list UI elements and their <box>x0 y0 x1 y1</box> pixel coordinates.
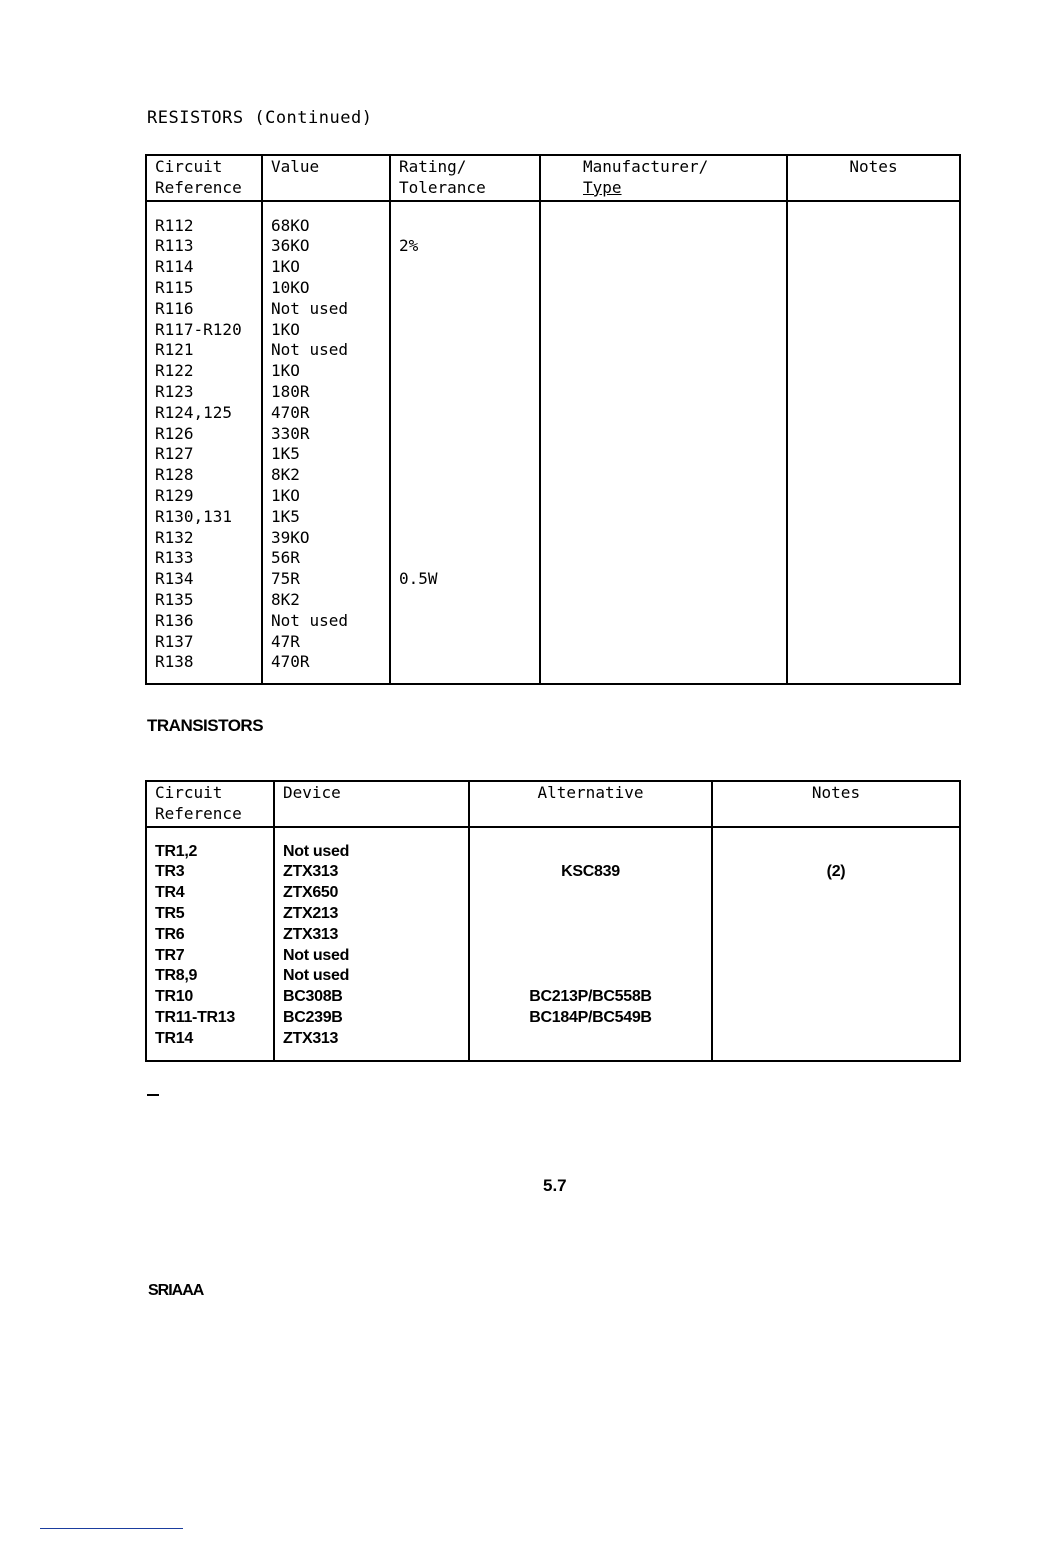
cell-manufacturer-type <box>540 424 787 445</box>
table-row <box>146 862 960 883</box>
cell-manufacturer-type <box>540 548 787 569</box>
cell-manufacturer-type <box>540 444 787 465</box>
cell-notes <box>712 925 960 946</box>
cell-circuit-reference: R114 <box>146 257 262 278</box>
cell-value: 470R <box>262 403 390 424</box>
table-row <box>146 987 960 1008</box>
cell-rating-tolerance <box>390 652 540 673</box>
cell-notes <box>712 1008 960 1029</box>
cell-circuit-reference: TR3 <box>146 862 274 883</box>
table-row <box>146 1029 960 1050</box>
cell-notes <box>787 590 960 611</box>
table-row <box>146 486 960 507</box>
cell-rating-tolerance <box>390 632 540 653</box>
cell-value: 36KO <box>262 236 390 257</box>
cell-notes <box>787 486 960 507</box>
cell-value: 180R <box>262 382 390 403</box>
cell-notes <box>787 507 960 528</box>
cell-value: 47R <box>262 632 390 653</box>
table-row <box>146 966 960 987</box>
table-row <box>146 257 960 278</box>
cell-rating-tolerance <box>390 340 540 361</box>
cell-notes <box>712 883 960 904</box>
cell-rating-tolerance <box>390 507 540 528</box>
transistors-table-body <box>146 827 960 1061</box>
cell-rating-tolerance <box>390 424 540 445</box>
cell-rating-tolerance: 2% <box>390 236 540 257</box>
table-row <box>146 904 960 925</box>
cell-value: 1KO <box>262 257 390 278</box>
cell-circuit-reference: R126 <box>146 424 262 445</box>
cell-circuit-reference: R136 <box>146 611 262 632</box>
cell-circuit-reference: TR14 <box>146 1029 274 1050</box>
table-row <box>146 507 960 528</box>
cell-circuit-reference: TR11-TR13 <box>146 1008 274 1029</box>
cell-notes <box>787 257 960 278</box>
dash-mark <box>147 1094 159 1096</box>
table-spacer-row <box>146 673 960 684</box>
col-header-device: Device <box>274 781 469 827</box>
cell-notes <box>787 611 960 632</box>
cell-notes <box>787 361 960 382</box>
cell-alternative: BC213P/BC558B <box>469 987 712 1008</box>
table-row <box>146 652 960 673</box>
table-row <box>146 403 960 424</box>
cell-value: 68KO <box>262 216 390 237</box>
cell-notes <box>787 652 960 673</box>
cell-device: BC308B <box>274 987 469 1008</box>
cell-circuit-reference: TR8,9 <box>146 966 274 987</box>
cell-circuit-reference: R135 <box>146 590 262 611</box>
cell-notes <box>787 278 960 299</box>
cell-value: 1K5 <box>262 444 390 465</box>
table-row <box>146 424 960 445</box>
cell-value: 330R <box>262 424 390 445</box>
table-row <box>146 299 960 320</box>
table-row <box>146 340 960 361</box>
table-row <box>146 946 960 967</box>
table-row <box>146 1008 960 1029</box>
cell-circuit-reference: R128 <box>146 465 262 486</box>
cell-notes <box>712 946 960 967</box>
table-row <box>146 216 960 237</box>
cell-notes <box>712 1029 960 1050</box>
cell-value: 8K2 <box>262 465 390 486</box>
cell-notes <box>787 320 960 341</box>
cell-rating-tolerance <box>390 278 540 299</box>
cell-circuit-reference: R132 <box>146 528 262 549</box>
cell-manufacturer-type <box>540 486 787 507</box>
cell-alternative <box>469 1029 712 1050</box>
table-row <box>146 528 960 549</box>
cell-rating-tolerance <box>390 299 540 320</box>
cell-circuit-reference: R123 <box>146 382 262 403</box>
cell-circuit-reference: TR4 <box>146 883 274 904</box>
cell-circuit-reference: TR6 <box>146 925 274 946</box>
cell-manufacturer-type <box>540 528 787 549</box>
cell-circuit-reference: R138 <box>146 652 262 673</box>
cell-manufacturer-type <box>540 216 787 237</box>
cell-notes <box>787 424 960 445</box>
cell-circuit-reference: R113 <box>146 236 262 257</box>
cell-circuit-reference: TR5 <box>146 904 274 925</box>
table-row <box>146 465 960 486</box>
cell-alternative <box>469 883 712 904</box>
table-row <box>146 590 960 611</box>
cell-rating-tolerance <box>390 257 540 278</box>
table-row <box>146 444 960 465</box>
table-spacer-row <box>146 1050 960 1061</box>
resistors-header-row <box>146 155 960 201</box>
col-header-notes: Notes <box>712 781 960 827</box>
cell-value: 1K5 <box>262 507 390 528</box>
cell-value: Not used <box>262 340 390 361</box>
cell-notes <box>787 340 960 361</box>
cell-device: ZTX313 <box>274 925 469 946</box>
cell-manufacturer-type <box>540 320 787 341</box>
transistors-table <box>145 780 961 1062</box>
cell-device: ZTX650 <box>274 883 469 904</box>
cell-notes <box>712 966 960 987</box>
cell-value: 75R <box>262 569 390 590</box>
cell-circuit-reference: TR7 <box>146 946 274 967</box>
cell-circuit-reference: R127 <box>146 444 262 465</box>
cell-device: ZTX313 <box>274 862 469 883</box>
transistors-heading: TRANSISTORS <box>147 716 264 735</box>
cell-value: 470R <box>262 652 390 673</box>
table-row <box>146 883 960 904</box>
cell-manufacturer-type <box>540 403 787 424</box>
cell-manufacturer-type <box>540 652 787 673</box>
cell-alternative <box>469 946 712 967</box>
cell-circuit-reference: R122 <box>146 361 262 382</box>
cell-notes: (2) <box>712 862 960 883</box>
cell-device: Not used <box>274 966 469 987</box>
cell-rating-tolerance <box>390 403 540 424</box>
resistors-heading: RESISTORS (Continued) <box>147 108 373 128</box>
cell-alternative: BC184P/BC549B <box>469 1008 712 1029</box>
col-header-notes: Notes <box>787 155 960 201</box>
col-header-value: Value <box>262 155 390 201</box>
table-row <box>146 278 960 299</box>
resistors-table-body <box>146 201 960 685</box>
cell-manufacturer-type <box>540 590 787 611</box>
table-spacer-row <box>146 827 960 842</box>
cell-alternative <box>469 904 712 925</box>
cell-alternative <box>469 966 712 987</box>
cell-value: 10KO <box>262 278 390 299</box>
cell-rating-tolerance <box>390 216 540 237</box>
cell-alternative <box>469 842 712 863</box>
cell-notes <box>787 236 960 257</box>
cell-manufacturer-type <box>540 236 787 257</box>
cell-notes <box>712 842 960 863</box>
transistors-header-row <box>146 781 960 827</box>
cell-rating-tolerance <box>390 382 540 403</box>
cell-circuit-reference: R130,131 <box>146 507 262 528</box>
table-row <box>146 611 960 632</box>
col-header-manufacturer-type: Manufacturer/ Type <box>540 155 787 201</box>
cell-circuit-reference: R134 <box>146 569 262 590</box>
table-row <box>146 925 960 946</box>
cell-value: 56R <box>262 548 390 569</box>
table-row <box>146 320 960 341</box>
cell-device: ZTX213 <box>274 904 469 925</box>
cell-value: 1KO <box>262 361 390 382</box>
cell-notes <box>787 382 960 403</box>
cell-value: 1KO <box>262 486 390 507</box>
table-row <box>146 842 960 863</box>
footer-rule <box>40 1528 183 1529</box>
table-row <box>146 361 960 382</box>
cell-device: Not used <box>274 842 469 863</box>
resistors-table <box>145 154 961 685</box>
table-row <box>146 382 960 403</box>
table-row <box>146 236 960 257</box>
cell-rating-tolerance <box>390 320 540 341</box>
cell-alternative: KSC839 <box>469 862 712 883</box>
table-spacer-row <box>146 201 960 216</box>
col-header-rating-tolerance: Rating/ Tolerance <box>390 155 540 201</box>
cell-rating-tolerance <box>390 486 540 507</box>
cell-notes <box>787 548 960 569</box>
cell-manufacturer-type <box>540 340 787 361</box>
col-header-alternative: Alternative <box>469 781 712 827</box>
cell-notes <box>787 403 960 424</box>
footer-code: SRIAAA <box>148 1282 204 1299</box>
cell-manufacturer-type <box>540 257 787 278</box>
cell-manufacturer-type <box>540 569 787 590</box>
cell-value: Not used <box>262 611 390 632</box>
cell-manufacturer-type <box>540 465 787 486</box>
cell-value: 1KO <box>262 320 390 341</box>
page-number: 5.7 <box>543 1176 567 1195</box>
cell-value: 8K2 <box>262 590 390 611</box>
cell-circuit-reference: R129 <box>146 486 262 507</box>
cell-rating-tolerance <box>390 465 540 486</box>
cell-notes <box>787 216 960 237</box>
cell-notes <box>712 904 960 925</box>
cell-manufacturer-type <box>540 507 787 528</box>
cell-circuit-reference: TR10 <box>146 987 274 1008</box>
cell-rating-tolerance <box>390 361 540 382</box>
cell-manufacturer-type <box>540 299 787 320</box>
cell-value: Not used <box>262 299 390 320</box>
cell-notes <box>787 299 960 320</box>
cell-rating-tolerance <box>390 528 540 549</box>
cell-manufacturer-type <box>540 632 787 653</box>
cell-alternative <box>469 925 712 946</box>
cell-manufacturer-type <box>540 611 787 632</box>
cell-circuit-reference: R115 <box>146 278 262 299</box>
cell-device: BC239B <box>274 1008 469 1029</box>
cell-rating-tolerance <box>390 590 540 611</box>
cell-circuit-reference: R116 <box>146 299 262 320</box>
cell-rating-tolerance <box>390 444 540 465</box>
cell-rating-tolerance: 0.5W <box>390 569 540 590</box>
table-row <box>146 632 960 653</box>
cell-circuit-reference: R117-R120 <box>146 320 262 341</box>
cell-circuit-reference: R121 <box>146 340 262 361</box>
cell-circuit-reference: R137 <box>146 632 262 653</box>
col-header-circuit-reference: Circuit Reference <box>146 781 274 827</box>
cell-notes <box>787 632 960 653</box>
cell-notes <box>787 465 960 486</box>
table-row <box>146 548 960 569</box>
cell-rating-tolerance <box>390 611 540 632</box>
cell-manufacturer-type <box>540 382 787 403</box>
table-row <box>146 569 960 590</box>
cell-value: 39KO <box>262 528 390 549</box>
cell-device: ZTX313 <box>274 1029 469 1050</box>
cell-notes <box>787 528 960 549</box>
cell-notes <box>787 444 960 465</box>
cell-circuit-reference: R133 <box>146 548 262 569</box>
cell-circuit-reference: R124,125 <box>146 403 262 424</box>
cell-device: Not used <box>274 946 469 967</box>
cell-notes <box>712 987 960 1008</box>
cell-notes <box>787 569 960 590</box>
cell-circuit-reference: TR1,2 <box>146 842 274 863</box>
col-header-circuit-reference: Circuit Reference <box>146 155 262 201</box>
cell-circuit-reference: R112 <box>146 216 262 237</box>
cell-manufacturer-type <box>540 361 787 382</box>
cell-manufacturer-type <box>540 278 787 299</box>
cell-rating-tolerance <box>390 548 540 569</box>
